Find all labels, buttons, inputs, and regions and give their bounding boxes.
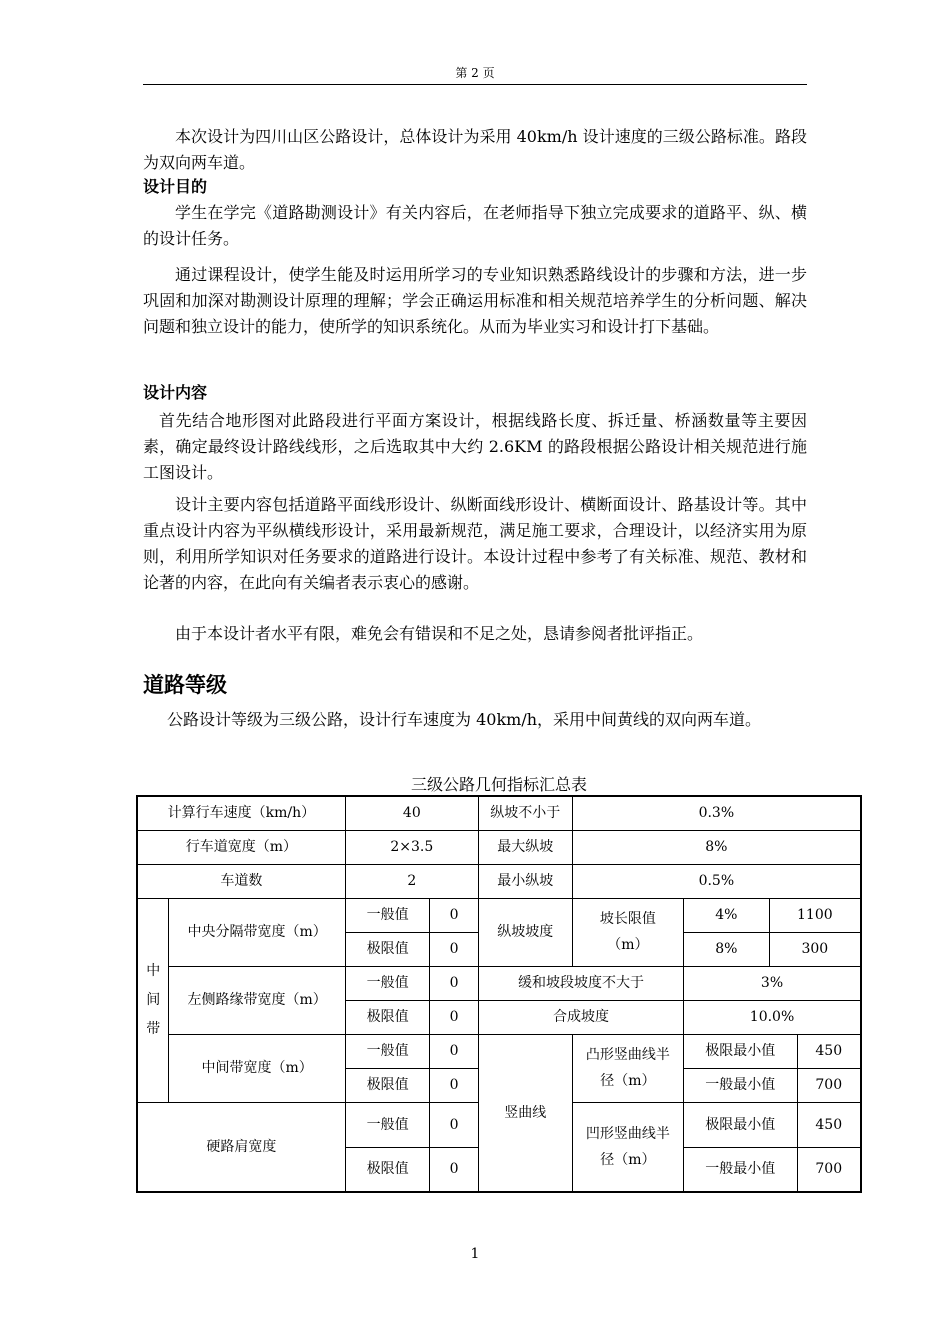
slope-length-1: 1100 [769,898,861,932]
concave-limit-min-value: 450 [797,1102,861,1147]
general-value-label: 一般值 [345,1034,430,1068]
table-row [137,966,861,1000]
table-caption: 三级公路几何指标汇总表 [410,775,587,794]
speed-value: 40 [345,796,478,830]
speed-label: 计算行车速度（km/h） [137,796,345,830]
lanes-value: 2 [345,864,478,898]
vertical-curve-label: 竖曲线 [478,1034,572,1192]
cell-value: 0 [430,898,478,932]
median-width-label: 中间带宽度（m） [169,1034,345,1102]
limit-value-label: 极限值 [345,1147,430,1192]
general-min-label: 一般最小值 [684,1068,797,1102]
cell-value: 0 [430,1147,478,1192]
slope-grade-1: 4% [684,898,770,932]
road-grade-heading: 道路等级 [143,673,227,697]
min-long-grade-value: 0.5% [572,864,861,898]
purpose-paragraph-1: 学生在学完《道路勘测设计》有关内容后，在老师指导下独立完成要求的道路平、纵、横的设计任务。 [143,203,807,248]
purpose-paragraph-2: 通过课程设计，使学生能及时运用所学习的专业知识熟悉路线设计的步骤和方法，进一步巩固和加深对勘测设计原理的理解；学会正确运用标准和相关规范培养学生的分析问题、解决问题和独立设计的能力，使所学的知识系统化。从而为毕业实习和设计打下基础。 [143,265,807,336]
min-long-grade-label: 最小纵坡 [478,864,572,898]
combined-slope-label: 合成坡度 [478,1000,683,1034]
content-paragraph-3: 由于本设计者水平有限，难免会有错误和不足之处，恳请参阅者批评指正。 [175,624,704,643]
convex-radius-label: 凸形竖曲线半径（m） [572,1034,683,1102]
slope-grade-2: 8% [684,932,770,966]
max-grade-label: 最大纵坡 [478,830,572,864]
table-row [137,1034,861,1068]
cell-value: 0 [430,966,478,1000]
convex-general-min-value: 700 [797,1068,861,1102]
table-row [137,830,861,864]
lane-width-value: 2×3.5 [345,830,478,864]
page-header: 第 2 页 [455,66,495,80]
concave-general-min-value: 700 [797,1147,861,1192]
road-grade-paragraph: 公路设计等级为三级公路，设计行车速度为 40km/h，采用中间黄线的双向两车道。 [167,710,762,729]
lane-width-label: 行车道宽度（m） [137,830,345,864]
limit-min-label: 极限最小值 [684,1034,797,1068]
general-min-label: 一般最小值 [684,1147,797,1192]
limit-min-label: 极限最小值 [684,1102,797,1147]
general-value-label: 一般值 [345,1102,430,1147]
long-slope-label: 纵坡坡度 [478,898,572,966]
limit-value-label: 极限值 [345,932,430,966]
lanes-label: 车道数 [137,864,345,898]
gentle-slope-value: 3% [684,966,861,1000]
table-row [137,796,861,830]
cell-value: 0 [430,1000,478,1034]
limit-value-label: 极限值 [345,1068,430,1102]
limit-value-label: 极限值 [345,1000,430,1034]
min-grade-value: 0.3% [572,796,861,830]
header-rule [143,84,807,85]
page-number: 1 [470,1246,480,1262]
content-heading: 设计内容 [143,383,208,402]
cell-value: 0 [430,1102,478,1147]
content-paragraph-2: 设计主要内容包括道路平面线形设计、纵断面线形设计、横断面设计、路基设计等。其中重点设计内容为平纵横线形设计，采用最新规范，满足施工要求，合理设计，以经济实用为原则，利用所学知识对任务要求的道路进行设计。本设计过程中参考了有关标准、规范、教材和论著的内容，在此向有关编者表示衷心的感谢。 [143,495,807,592]
gentle-slope-label: 缓和坡段坡度不大于 [478,966,683,1000]
content-paragraph-1: 首先结合地形图对此路段进行平面方案设计，根据线路长度、拆迁量、桥涵数量等主要因素，确定最终设计路线线形，之后选取其中大约 2.6KM 的路段根据公路设计相关规范进行施工图设计。 [143,411,807,482]
purpose-heading: 设计目的 [143,177,208,196]
median-label: 中间带 [137,898,169,1102]
min-grade-label: 纵坡不小于 [478,796,572,830]
general-value-label: 一般值 [345,898,430,932]
general-value-label: 一般值 [345,966,430,1000]
central-strip-label: 中央分隔带宽度（m） [169,898,345,966]
cell-value: 0 [430,1034,478,1068]
table-row [137,864,861,898]
cell-value: 0 [430,932,478,966]
convex-limit-min-value: 450 [797,1034,861,1068]
max-grade-value: 8% [572,830,861,864]
table-row [137,898,861,932]
cell-value: 0 [430,1068,478,1102]
intro-paragraph: 本次设计为四川山区公路设计，总体设计为采用 40km/h 设计速度的三级公路标准。路段为双向两车道。 [143,127,807,172]
combined-slope-value: 10.0% [684,1000,861,1034]
left-strip-label: 左侧路缘带宽度（m） [169,966,345,1034]
shoulder-label: 硬路肩宽度 [137,1102,345,1192]
slope-length-label: 坡长限值（m） [572,898,683,966]
slope-length-2: 300 [769,932,861,966]
geometric-index-table [136,795,862,1193]
concave-radius-label: 凹形竖曲线半径（m） [572,1102,683,1192]
